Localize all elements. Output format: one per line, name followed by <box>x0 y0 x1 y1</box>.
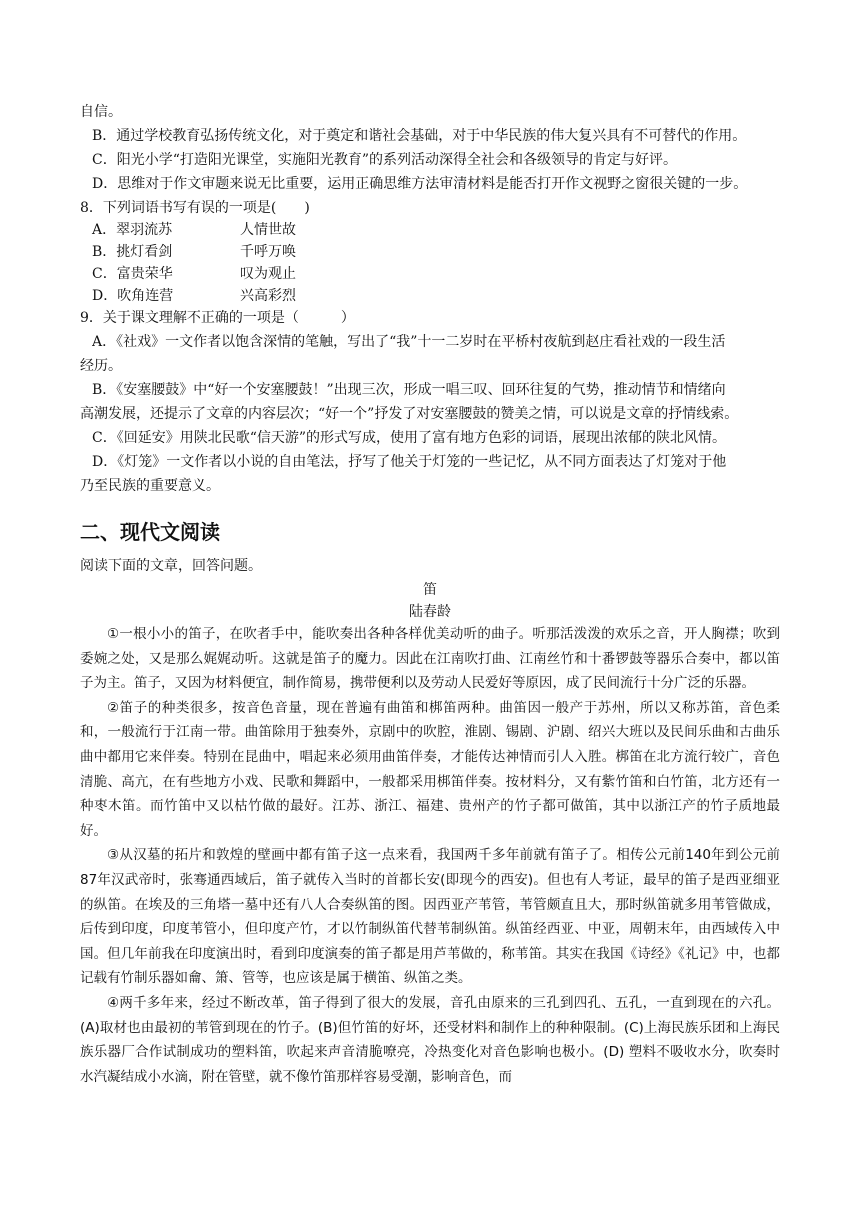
q8-option-c-word1: C．富贵荣华 <box>92 266 173 282</box>
article-paragraph-2: ②笛子的种类很多，按音色音量，现在普遍有曲笛和梆笛两种。曲笛因一般产于苏州，所以又称苏笛，音色柔和，一般流行于江南一带。曲笛除用于独奏外，京剧中的吹腔，淮剧、锡剧、沪剧、绍兴大班以及民间乐曲和古曲乐曲中都用它来伴奏。特别在昆曲中，唱起来必须用曲笛伴奏，才能传达神情而引人入胜。梆笛在北方流行较广，音色清脆、高亢，在有些地方小戏、民歌和舞蹈中，一般都采用梆笛伴奏。按材料分，又有紫竹笛和白竹笛，北方还有一种枣木笛。而竹笛中又以枯竹做的最好。江苏、浙江、福建、贵州产的竹子都可做笛，其中以浙江产的竹子质地最好。 <box>80 699 780 839</box>
q8-option-a-word2: 人情世故 <box>240 222 296 238</box>
article-title: 笛 <box>423 582 437 598</box>
article-paragraph-4: ④两千多年来，经过不断改革，笛子得到了很大的发展，音孔由原来的三孔到四孔、五孔，一直到现在的六孔。(A)取材也由最初的苇管到现在的竹子。(B)但竹笛的好坏，还受材料和制作上的种种限制。(C)上海民族乐团和上海民族乐器厂合作试制成功的塑料笛，吹起来声音清脆嘹亮，冷热变化对音色影响也极小。(D) 塑料不吸收水分，吹奏时水汽凝结成小水滴，附在管壁，就不像竹笛那样容易受潮，影响音色，而 <box>80 994 780 1085</box>
q8-option-a <box>92 218 296 242</box>
q9-option-d-line2: 乃至民族的重要意义。 <box>80 478 220 494</box>
section-title: 二、现代文阅读 <box>80 520 220 544</box>
q7-option-a-tail: 自信。 <box>80 104 122 120</box>
q8-option-a-word1: A．翠羽流苏 <box>92 222 173 238</box>
article-body <box>80 622 780 1089</box>
q9-option-b-line2: 高潮发展，还提示了文章的内容层次；“好一个”抒发了对安塞腰鼓的赞美之情，可以说是文章的抒情线索。 <box>80 406 739 422</box>
q8-option-b-word1: B．挑灯看剑 <box>92 244 173 260</box>
article-paragraph-1: ①一根小小的笛子，在吹者手中，能吹奏出各种各样优美动听的曲子。听那活泼泼的欢乐之音，开人胸襟；吹到委婉之处，又是那么娓娓动听。这就是笛子的魔力。因此在江南吹打曲、江南丝竹和十番锣鼓等器乐合奏中，都以笛子为主。笛子，又因为材料便宜，制作简易，携带便利以及劳动人民爱好等原因，成了民间流行十分广泛的乐器。 <box>80 626 780 692</box>
q8-option-b-word2: 千呼万唤 <box>240 244 296 260</box>
article-paragraph-3: ③从汉墓的拓片和敦煌的壁画中都有笛子这一点来看，我国两千多年前就有笛子了。相传公元前140年到公元前87年汉武帝时，张骞通西域后，笛子就传入当时的首都长安(即现今的西安)。但也有人考证，最早的笛子是西亚细亚的纵笛。在埃及的三角塔一墓中还有八人合奏纵笛的图。因西亚产苇管，苇管颇直且大，那时纵笛就多用苇管做成，后传到印度，印度苇管小，但印度产竹，才以竹制纵笛代替苇制纵笛。纵笛经西亚、中亚，周朝末年，由西域传入中国。但几年前我在印度演出时，看到印度演奏的笛子都是用芦苇做的，称苇笛。其实在我国《诗经》《礼记》中，也都记载有竹制乐器如龠、箫、管等，也应该是属于横笛、纵笛之类。 <box>80 847 780 987</box>
q8-option-d-word2: 兴高彩烈 <box>240 288 296 304</box>
q9-stem: 9．关于课文理解不正确的一项是（ ） <box>80 310 355 326</box>
q8-option-b <box>92 240 296 264</box>
q9-option-a-line1: A．《社戏》一文作者以饱含深情的笔触，写出了“我”十一二岁时在平桥村夜航到赵庄看社戏的一段生活 <box>92 334 726 350</box>
q8-option-d <box>92 284 296 308</box>
article-author: 陆春龄 <box>409 604 451 620</box>
q9-option-a-line2: 经历。 <box>80 358 122 374</box>
q7-option-b: B．通过学校教育弘扬传统文化，对于奠定和谐社会基础，对于中华民族的伟大复兴具有不可替代的作用。 <box>92 128 747 144</box>
q9-option-d-line1: D．《灯笼》一文作者以小说的自由笔法，抒写了他关于灯笼的一些记忆，从不同方面表达了灯笼对于他 <box>92 454 727 470</box>
q9-option-c: C．《回延安》用陕北民歌“信天游”的形式写成，使用了富有地方色彩的词语，展现出浓郁的陕北风情。 <box>92 430 727 446</box>
q7-option-d: D．思维对于作文审题来说无比重要，运用正确思维方法审清材料是能否打开作文视野之窗很关键的一步。 <box>92 176 748 192</box>
reading-instruction: 阅读下面的文章，回答问题。 <box>80 558 262 574</box>
q7-option-c: C．阳光小学“打造阳光课堂，实施阳光教育”的系列活动深得全社会和各级领导的肯定与好评。 <box>92 152 678 168</box>
q8-stem: 8．下列词语书写有误的一项是( ) <box>80 200 310 216</box>
q8-option-d-word1: D．吹角连营 <box>92 288 174 304</box>
q9-option-b-line1: B．《安塞腰鼓》中“好一个安塞腰鼓！”出现三次，形成一唱三叹、回环往复的气势，推动情节和情绪向 <box>92 382 726 398</box>
q8-option-c <box>92 262 296 286</box>
q8-option-c-word2: 叹为观止 <box>240 266 296 282</box>
